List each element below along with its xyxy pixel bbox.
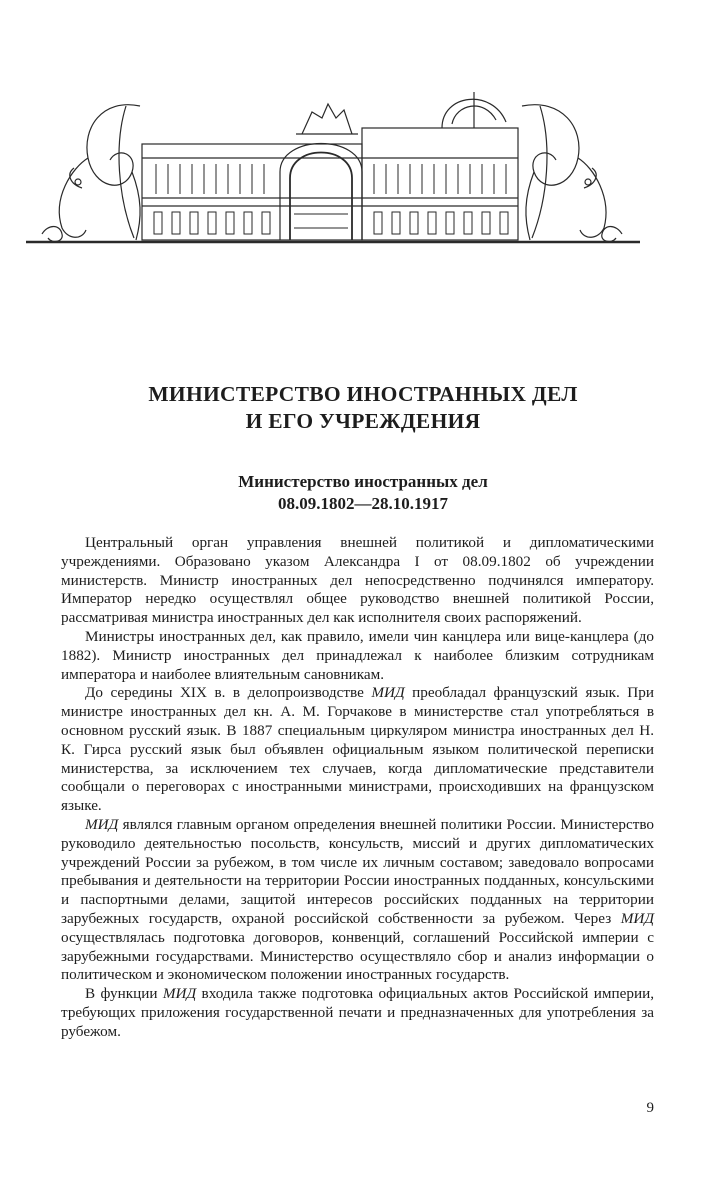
section-title: Министерство иностранных дел [238,472,488,491]
chapter-heading-line2: И ЕГО УЧРЕЖДЕНИЯ [245,409,481,433]
paragraph [61,985,654,1041]
text-run: входила также подготовка официальных актов Российской империи, требующих приложения государственной печати и предназначенных для употребления за рубежом. [61,985,654,1040]
abbreviation: МИД [620,909,654,927]
text-run: преобладал французский язык. При министре иностранных дел кн. А. М. Горчакове в министерстве стал употребляться в основном русский язык. В 1887 специальным циркуляром министра иностранных дел Н. К. Гирса русский язык был объявлен официальным языком политической переписки министерства, за исключением тех случаев, когда дипломатические представители сообщали о переговорах с иностранными министрами, происходивших на французском языке. [61,684,654,815]
paragraph: Министры иностранных дел, как правило, имели чин канцлера или вице-канцлера (до 1882). Министр иностранных дел принадлежал к наиболее близким сотрудникам императора и наиболее влиятельным сановникам. [61,627,654,683]
section-dates: 08.09.1802—28.10.1917 [278,494,448,513]
left-scroll-ornament [42,105,140,242]
text-run: В функции [85,985,163,1003]
text-run: осуществлялась подготовка договоров, конвенций, соглашений Российской империи с зарубежными государствами. Министерство осуществляло сбор и анализ информации о политическом и экономическом положении иностранных государств. [61,928,654,984]
right-scroll-ornament [522,105,622,242]
page-number: 9 [646,1100,654,1116]
chapter-heading-line1: МИНИСТЕРСТВО ИНОСТРАННЫХ ДЕЛ [148,382,578,406]
text-run: являлся главным органом определения внешней политики России. Министерство руководило деятельностью посольств, консульств, миссий и других дипломатических учреждений России за рубежом, в том числе их личным составом; заведовало вопросами пребывания и деятельности на территории России иностранных подданных, консульскими и паспортными делами, защитой интересов российских подданных на территории зарубежных государств, охраной российской собственности за рубежом. Через [61,815,654,927]
abbreviation: МИД [162,985,197,1003]
text-run: До середины XIX в. в делопроизводстве [85,684,372,702]
building-facade [142,92,518,240]
paragraph [61,684,654,816]
section-heading [0,471,726,515]
abbreviation: МИД [371,684,405,702]
paragraph: Центральный орган управления внешней политикой и дипломатическими учреждениями. Образовано указом Александра I от 08.09.1802 об учреждении министерств. Министр иностранных дел непосредственно подчинялся императору. Император нередко осуществлял общее руководство внешней политикой России, рассматривая министра иностранных дел как исполнителя своих распоряжений. [61,534,654,627]
paragraph [61,816,654,985]
chapter-heading [0,381,726,435]
headpiece-engraving [22,48,644,248]
body-text [61,534,654,1042]
abbreviation: МИД [85,815,119,833]
